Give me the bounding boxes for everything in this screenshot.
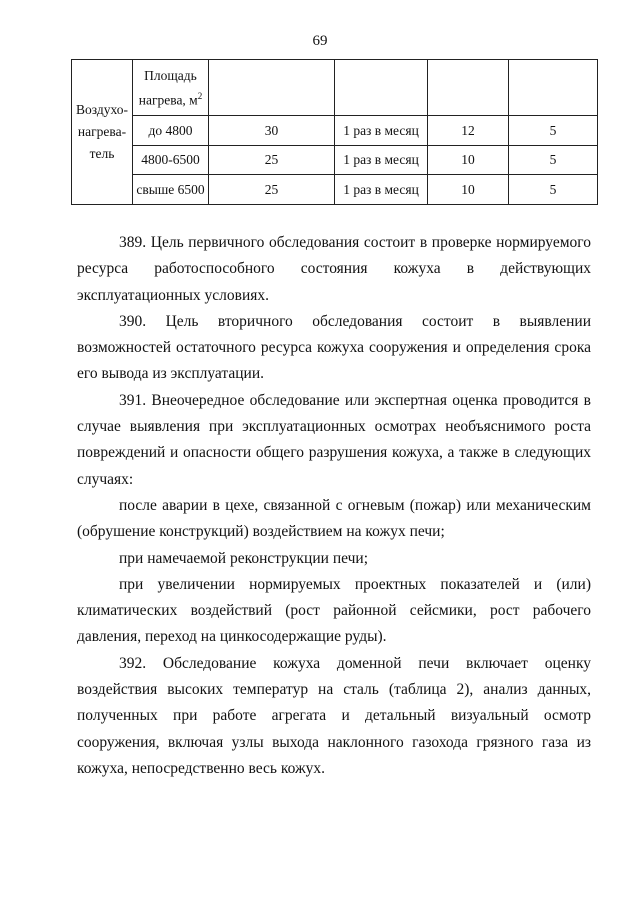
area-cell: свыше 6500 bbox=[133, 175, 209, 205]
table-row bbox=[72, 116, 598, 146]
value-cell: 5 bbox=[509, 175, 598, 205]
paragraph-390: 390. Цель вторичного обследования состоит в выявлении возможностей остаточного ресурса кожуха сооружения и определения срока его вывода из эксплуатации. bbox=[77, 312, 591, 383]
empty-header-cell bbox=[428, 60, 509, 116]
area-header-text: Площадь нагрева, м bbox=[138, 67, 198, 108]
value-cell: 25 bbox=[209, 146, 335, 175]
value-cell: 5 bbox=[509, 116, 598, 146]
empty-header-cell bbox=[509, 60, 598, 116]
area-unit-superscript: 2 bbox=[197, 90, 203, 101]
case-item-accident: после аварии в цехе, связанной с огневым (пожар) или механическим (обрушение конструкций) воздействием на кожух печи; bbox=[77, 496, 591, 541]
table-row bbox=[72, 175, 598, 205]
value-cell: 10 bbox=[428, 146, 509, 175]
area-header-cell bbox=[133, 60, 209, 116]
value-cell: 30 bbox=[209, 116, 335, 146]
empty-header-cell bbox=[209, 60, 335, 116]
paragraph-392: 392. Обследование кожуха доменной печи включает оценку воздействия высоких температур на сталь (таблица 2), анализ данных, полученных при работе агрегата и детальный визуальный осмотр сооружения, включая узлы выхода наклонного газохода грязного газа из кожуха, непосредственно весь кожух. bbox=[77, 654, 591, 777]
area-cell: 4800-6500 bbox=[133, 146, 209, 175]
equipment-group-cell bbox=[72, 60, 133, 205]
value-cell: 10 bbox=[428, 175, 509, 205]
case-item-increase: при увеличении нормируемых проектных показателей и (или) климатических воздействий (рост районной сейсмики, рост рабочего давления, переход на цинкосодержащие руды). bbox=[77, 575, 591, 646]
paragraph-389: 389. Цель первичного обследования состоит в проверке нормируемого ресурса работоспособного состояния кожуха в действующих эксплуатационных условиях. bbox=[77, 234, 591, 304]
value-cell: 12 bbox=[428, 116, 509, 146]
value-cell: 25 bbox=[209, 175, 335, 205]
frequency-cell: 1 раз в месяц bbox=[335, 175, 428, 205]
equipment-label-line-2: нагрева- bbox=[77, 124, 127, 139]
paragraph-391: 391. Внеочередное обследование или экспертная оценка проводится в случае выявления при эксплуатационных осмотрах необъяснимого роста повреждений и опасности общего разрушения кожуха, а также в следующих случаях: bbox=[77, 391, 591, 488]
area-cell: до 4800 bbox=[133, 116, 209, 146]
frequency-cell: 1 раз в месяц bbox=[335, 116, 428, 146]
case-item-reconstruction: при намечаемой реконструкции печи; bbox=[119, 549, 369, 567]
page-number: 69 bbox=[312, 33, 328, 49]
table-row bbox=[72, 146, 598, 175]
frequency-cell: 1 раз в месяц bbox=[335, 146, 428, 175]
value-cell: 5 bbox=[509, 146, 598, 175]
equipment-label-line-3: тель bbox=[89, 146, 115, 161]
body-text bbox=[77, 230, 591, 782]
heater-specification-table bbox=[71, 59, 598, 205]
empty-header-cell bbox=[335, 60, 428, 116]
table-header-row bbox=[72, 60, 598, 116]
equipment-label-line-1: Воздухо- bbox=[76, 102, 128, 117]
